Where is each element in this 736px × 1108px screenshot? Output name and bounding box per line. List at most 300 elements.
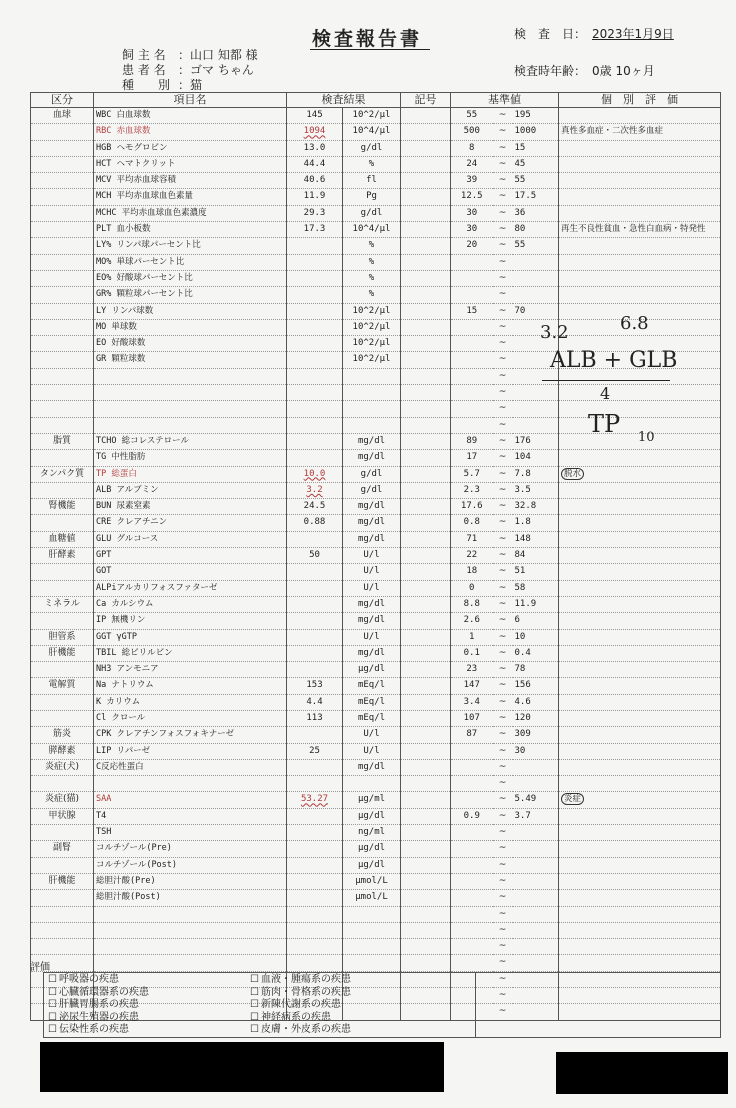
row-ref-low [451,759,493,775]
row-mark [401,173,451,189]
row-ref-tilde [493,319,513,335]
row-ref-low [451,776,493,792]
row-ref-tilde [493,205,513,221]
row-evaluation [559,776,721,792]
row-evaluation-text: 真性多血症・二次性多血症 [561,126,664,137]
table-row [31,743,721,759]
row-ref-tilde-text: ~ [498,110,507,120]
row-mark [401,156,451,172]
row-ref-tilde-text: ~ [498,843,507,854]
table-row [31,140,721,156]
row-ref-high [513,922,559,938]
row-evaluation [559,531,721,547]
row-mark [401,336,451,352]
row-ref-tilde [493,694,513,710]
row-item-name [94,287,287,303]
row-unit-text: % [368,158,375,169]
row-ref-low-text: 20 [466,240,478,251]
evaluation-checkbox[interactable]: ☐ 新陳代謝系の疾患 [250,999,351,1012]
evaluation-checkbox[interactable]: ☐ 伝染性系の疾患 [48,1024,149,1037]
row-mark [401,108,451,124]
row-category-text: タンパク質 [39,468,85,479]
row-item-name [94,156,287,172]
row-ref-low [451,808,493,824]
row-category [31,222,94,238]
row-item-name [94,124,287,140]
row-unit-text: 10^2/μl [352,338,391,349]
row-category [31,890,94,906]
row-ref-low [451,531,493,547]
row-result [287,124,343,140]
row-ref-low-text: 39 [466,175,478,186]
row-ref-high [513,385,559,401]
row-ref-tilde-text: ~ [498,126,507,137]
row-item-name [94,205,287,221]
row-result [287,238,343,254]
row-ref-tilde-text: ~ [498,533,507,544]
row-ref-high [513,727,559,743]
row-ref-tilde-text: ~ [498,664,507,675]
row-mark [401,629,451,645]
row-ref-low-text: 0.9 [463,810,480,821]
table-row [31,808,721,824]
row-unit-text: mg/dl [357,452,386,463]
row-ref-low [451,319,493,335]
row-category [31,124,94,140]
row-ref-low [451,108,493,124]
row-ref-high [513,401,559,417]
row-ref-tilde [493,841,513,857]
table-row [31,108,721,124]
table-row [31,710,721,726]
row-result-text: 0.88 [303,517,326,528]
row-result [287,189,343,205]
row-evaluation [559,238,721,254]
evaluation-checkbox[interactable]: ☐ 皮膚・外皮系の疾患 [250,1024,351,1037]
row-ref-tilde-text: ~ [498,566,507,577]
row-unit [343,287,401,303]
row-result [287,433,343,449]
row-mark [401,433,451,449]
row-ref-high [513,433,559,449]
row-ref-high-text: 36 [514,207,526,218]
row-result-text: 53.27 [300,794,329,805]
row-category [31,140,94,156]
row-category-text: 副腎 [52,843,71,854]
row-ref-low-text: 3.4 [463,696,480,707]
row-result [287,792,343,808]
row-ref-tilde-text: ~ [498,631,507,642]
row-ref-high-text: 4.6 [514,696,531,707]
table-row [31,205,721,221]
col-header-result: 検査結果 [287,93,401,108]
row-category [31,727,94,743]
row-ref-high [513,548,559,564]
row-ref-tilde-text: ~ [498,289,507,300]
row-ref-high-text: 195 [514,110,531,120]
row-item-name-text: RBC 赤血球数 [96,126,151,137]
row-ref-tilde [493,140,513,156]
row-ref-high [513,287,559,303]
row-ref-low [451,890,493,906]
row-ref-tilde [493,792,513,808]
row-evaluation [559,173,721,189]
row-item-name [94,596,287,612]
hand-note-ten: 10 [638,430,655,445]
row-unit [343,825,401,841]
row-result [287,890,343,906]
row-mark [401,678,451,694]
evaluation-checkbox[interactable]: ☐ 血液・腫瘍系の疾患 [250,974,351,987]
row-unit-text: μg/dl [357,810,386,821]
hand-note-alb-value: 3.2 [540,322,569,343]
row-item-name-text: MO% 単球パーセント比 [96,256,185,267]
evaluation-label: 評価 [30,962,50,973]
row-category [31,482,94,498]
row-category [31,710,94,726]
row-ref-tilde-text: ~ [498,550,507,561]
row-ref-high-text: 176 [514,435,531,446]
row-ref-tilde-text: ~ [498,680,507,691]
row-unit-text: U/l [363,566,380,577]
row-ref-high [513,580,559,596]
row-ref-tilde-text: ~ [498,191,507,202]
row-result [287,678,343,694]
row-category [31,173,94,189]
row-ref-tilde [493,580,513,596]
row-ref-tilde [493,189,513,205]
row-result [287,140,343,156]
row-ref-low [451,336,493,352]
row-ref-low [451,629,493,645]
table-row [31,596,721,612]
row-category [31,352,94,368]
owner-label: 飼 主 名 [122,48,166,62]
owner-value: ：山口 知都 様 [178,48,258,62]
evaluation-checkbox[interactable]: ☐ 呼吸器の疾患 [48,974,149,987]
row-mark [401,710,451,726]
row-category [31,401,94,417]
row-ref-tilde [493,254,513,270]
row-ref-tilde-text: ~ [498,941,507,952]
evaluation-checkbox[interactable]: ☐ 神経病系の疾患 [250,1012,351,1025]
row-category [31,156,94,172]
table-row [31,515,721,531]
row-unit [343,499,401,515]
row-ref-high-text: 10 [514,631,526,642]
table-row [31,466,721,482]
row-ref-tilde-text: ~ [498,859,507,870]
row-mark [401,662,451,678]
row-item-name-text: IP 無機リン [96,615,146,626]
row-ref-high-text: 7.8 [514,468,531,479]
row-mark [401,270,451,286]
row-category [31,336,94,352]
row-category-text: 炎症(猫) [44,794,80,805]
row-unit-text: 10^2/μl [352,305,391,316]
row-ref-tilde-text: ~ [498,321,507,332]
row-ref-tilde [493,564,513,580]
row-evaluation [559,694,721,710]
evaluation-checkbox[interactable]: ☐ 肝臓胃腸系の疾患 [48,999,149,1012]
row-ref-tilde [493,385,513,401]
row-ref-high [513,841,559,857]
row-ref-tilde [493,596,513,612]
row-evaluation [559,466,721,482]
row-unit-text: % [368,289,375,300]
row-unit-text: mEq/l [357,712,386,723]
row-result [287,873,343,889]
row-unit-text: 10^2/μl [352,321,391,332]
row-category [31,499,94,515]
row-item-name-text: CPK クレアチンフォスフォキナーゼ [96,729,235,740]
row-unit-text: mg/dl [357,517,386,528]
row-category-text: 肝機能 [48,647,76,658]
row-mark [401,694,451,710]
row-ref-high-text: 3.5 [514,484,531,495]
species-value: ：猫 [178,78,203,92]
row-ref-high [513,613,559,629]
row-mark [401,564,451,580]
row-mark [401,613,451,629]
row-item-name [94,922,287,938]
row-unit-text: 10^4/μl [352,224,391,235]
row-category [31,678,94,694]
row-ref-low [451,205,493,221]
row-item-name-text: K カリウム [96,696,141,707]
table-row [31,922,721,938]
row-item-name-text: CRE クレアチニン [96,517,168,528]
row-mark [401,792,451,808]
row-ref-low [451,564,493,580]
row-category [31,873,94,889]
row-mark [401,645,451,661]
row-category [31,531,94,547]
row-ref-tilde-text: ~ [498,1006,507,1017]
table-row [31,873,721,889]
row-evaluation [559,580,721,596]
row-result [287,808,343,824]
row-ref-low [451,645,493,661]
row-result [287,548,343,564]
row-ref-low [451,939,493,955]
row-unit [343,710,401,726]
row-item-name-text: MCHC 平均赤血球血色素濃度 [96,207,207,218]
row-item-name [94,743,287,759]
row-ref-low-text: 0.8 [463,517,480,528]
row-ref-tilde-text: ~ [498,517,507,528]
row-ref-low-text: 2.3 [463,484,480,495]
row-unit [343,156,401,172]
row-category [31,368,94,384]
row-evaluation-text: 脱水 [561,468,584,480]
row-unit [343,466,401,482]
row-unit [343,645,401,661]
row-ref-tilde [493,743,513,759]
row-item-name [94,792,287,808]
row-category [31,792,94,808]
row-unit [343,417,401,433]
row-category-text: 炎症(犬) [44,761,80,772]
table-row [31,303,721,319]
row-evaluation [559,564,721,580]
row-ref-high [513,857,559,873]
col-header-evaluation: 個 別 評 価 [559,93,721,108]
hand-note-denominator: 4 [600,384,611,403]
evaluation-checkbox[interactable]: ☐ 泌尿生殖器の疾患 [48,1012,149,1025]
evaluation-checkbox[interactable]: ☐ 心臓循環器系の疾患 [48,987,149,1000]
row-evaluation [559,222,721,238]
row-ref-high-text: 104 [514,452,531,463]
table-row [31,189,721,205]
row-item-name-text: GPT [96,550,112,561]
row-ref-high-text: 120 [514,712,531,723]
row-item-name [94,906,287,922]
row-item-name-text: T4 [96,810,107,821]
row-category [31,662,94,678]
row-unit [343,238,401,254]
row-mark [401,205,451,221]
row-ref-low [451,662,493,678]
row-ref-low [451,727,493,743]
row-evaluation [559,645,721,661]
row-result [287,499,343,515]
row-ref-tilde [493,238,513,254]
date-label: 検 査 日： [514,27,587,41]
row-unit-text: μg/ml [357,794,386,805]
row-unit-text: U/l [363,745,380,756]
row-ref-tilde-text: ~ [498,403,507,414]
row-item-name-text: ALB アルブミン [96,484,159,495]
table-row [31,580,721,596]
row-result [287,743,343,759]
row-item-name [94,694,287,710]
row-ref-high-text: 30 [514,745,526,756]
row-ref-low [451,140,493,156]
row-evaluation [559,270,721,286]
row-ref-low [451,922,493,938]
row-ref-high [513,222,559,238]
row-mark [401,939,451,955]
row-item-name-text: WBC 白血球数 [96,110,151,120]
row-ref-tilde-text: ~ [498,158,507,169]
row-item-name-text: HGB ヘモグロビン [96,142,168,153]
row-evaluation [559,792,721,808]
row-unit-text: μg/dl [357,859,386,870]
species-label: 種 別 [122,78,171,92]
col-header-category: 区分 [31,93,94,108]
row-mark [401,499,451,515]
row-item-name [94,433,287,449]
row-ref-low [451,238,493,254]
row-ref-tilde-text: ~ [498,957,507,968]
row-ref-high [513,710,559,726]
row-ref-low-text: 89 [466,435,478,446]
row-ref-high-text: 78 [514,664,526,675]
row-result [287,825,343,841]
row-category [31,417,94,433]
row-result [287,417,343,433]
row-category [31,580,94,596]
row-item-name [94,710,287,726]
hand-note-tp: TP [588,410,621,438]
row-ref-high [513,873,559,889]
row-result-text: 1094 [303,126,326,137]
row-ref-tilde [493,270,513,286]
table-row [31,825,721,841]
row-result [287,385,343,401]
row-item-name [94,515,287,531]
row-ref-low [451,841,493,857]
row-ref-high-text: 0.4 [514,647,531,658]
row-item-name-text: TCHO 総コレステロール [96,435,189,446]
row-unit [343,270,401,286]
row-ref-tilde [493,108,513,124]
row-ref-tilde-text: ~ [498,908,507,919]
row-unit-text: U/l [363,550,380,561]
row-unit-text: mg/dl [357,647,386,658]
row-ref-tilde [493,156,513,172]
table-row [31,450,721,466]
row-ref-tilde [493,401,513,417]
row-ref-high [513,156,559,172]
row-result [287,710,343,726]
row-item-name [94,173,287,189]
row-item-name-text: EO% 好酸球パーセント比 [96,272,193,283]
row-ref-high [513,254,559,270]
row-ref-low [451,825,493,841]
row-unit [343,303,401,319]
row-result [287,645,343,661]
row-category [31,108,94,124]
row-ref-tilde-text: ~ [498,142,507,153]
row-category-text: 甲状腺 [48,810,76,821]
row-ref-tilde [493,873,513,889]
row-unit [343,205,401,221]
col-header-reference: 基準値 [451,93,559,108]
row-evaluation [559,287,721,303]
row-ref-low [451,613,493,629]
row-unit [343,124,401,140]
row-ref-tilde [493,808,513,824]
row-ref-low-text: 24 [466,158,478,169]
table-row [31,694,721,710]
row-unit [343,939,401,955]
row-mark [401,287,451,303]
hand-note-glb-value: 6.8 [620,313,649,334]
row-unit [343,140,401,156]
row-ref-tilde [493,548,513,564]
row-item-name-text: LIP リパーゼ [96,745,151,756]
row-evaluation [559,759,721,775]
row-unit [343,906,401,922]
row-ref-high-text: 45 [514,158,526,169]
row-ref-low-text: 17 [466,452,478,463]
row-ref-high-text: 3.7 [514,810,531,821]
row-unit [343,613,401,629]
row-unit [343,922,401,938]
row-item-name [94,303,287,319]
row-item-name-text: Ca カルシウム [96,598,154,609]
row-unit-text: mg/dl [357,761,386,772]
row-ref-tilde [493,662,513,678]
row-evaluation [559,629,721,645]
row-ref-tilde-text: ~ [498,810,507,821]
evaluation-checkbox[interactable]: ☐ 筋肉・骨格系の疾患 [250,987,351,1000]
row-ref-low-text: 55 [466,110,478,120]
row-ref-high [513,531,559,547]
table-row [31,662,721,678]
